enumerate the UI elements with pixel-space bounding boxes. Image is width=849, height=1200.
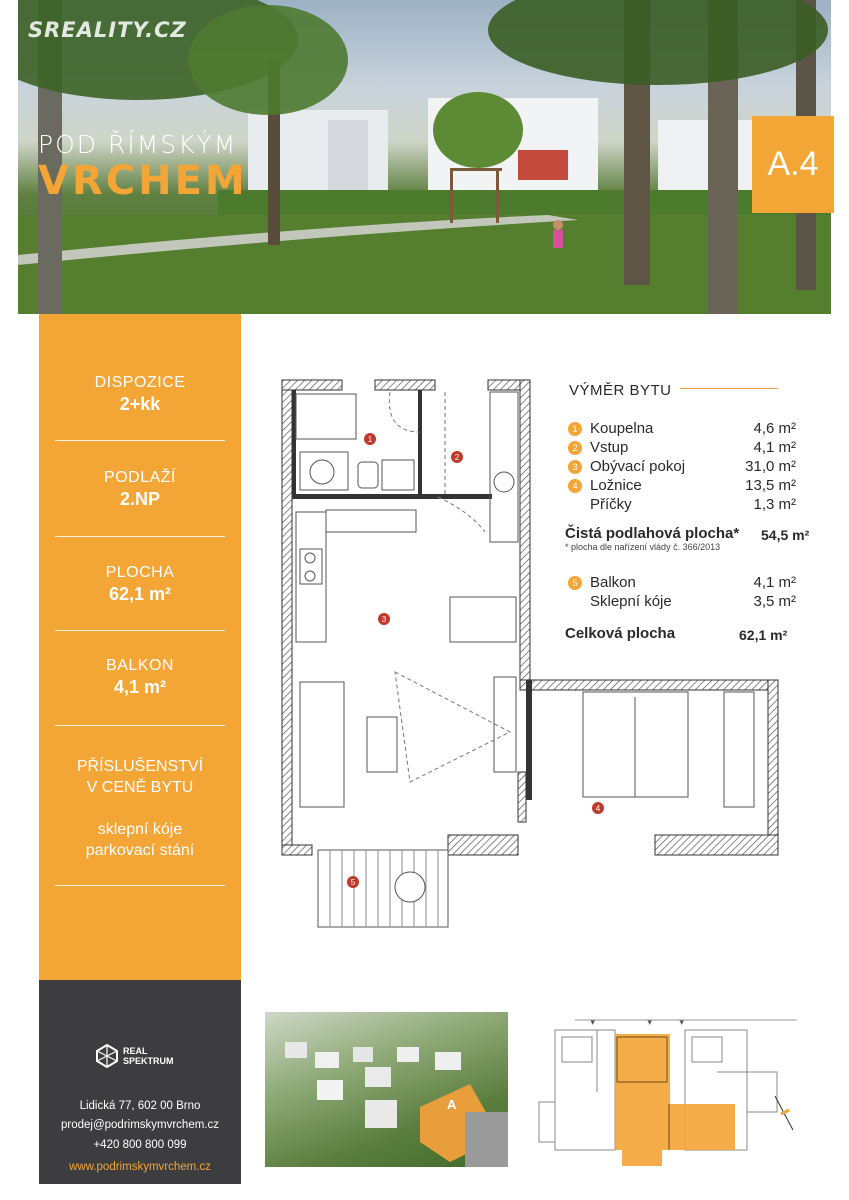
- room-name: Obývací pokoj: [590, 458, 686, 475]
- room-area: 4,6 m²: [753, 420, 796, 437]
- brand-line1: REAL: [123, 1046, 148, 1056]
- unit-highlight: [615, 1034, 735, 1166]
- plan-marker-label: 2: [454, 453, 460, 462]
- spec-dispozice: [39, 374, 241, 415]
- real-spektrum-logo: [95, 1044, 174, 1068]
- aerial-rendering: [265, 1012, 508, 1167]
- plan-marker-label: 5: [350, 878, 356, 887]
- hero-rendering: [18, 0, 831, 314]
- room-number-badge: 4: [568, 479, 582, 493]
- room-number-badge: 2: [568, 441, 582, 455]
- room-number-badge: 1: [568, 422, 582, 436]
- real-spektrum-icon: [95, 1044, 119, 1068]
- spec-plocha: [39, 564, 241, 605]
- svg-text:▼: ▼: [679, 1018, 685, 1026]
- divider: [55, 630, 225, 631]
- spec-label: BALKON: [106, 657, 174, 674]
- contact-address: Lidická 77, 602 00 Brno: [79, 1100, 201, 1112]
- spec-podlazi: [39, 469, 241, 510]
- net-area-value: 54,5 m²: [761, 527, 810, 543]
- contact-phone[interactable]: +420 800 800 099: [93, 1139, 187, 1151]
- room-name: Příčky: [590, 496, 632, 513]
- net-area-label: Čistá podlahová plocha*: [565, 525, 740, 542]
- spec-panel: [39, 314, 241, 980]
- accessories-item: sklepní kóje: [97, 821, 183, 838]
- room-area: 31,0 m²: [745, 458, 796, 475]
- accessories-title-2: V CENĚ BYTU: [86, 779, 194, 796]
- project-logo-line1: POD ŘÍMSKÝM: [38, 130, 238, 159]
- svg-text:▼: ▼: [590, 1018, 596, 1026]
- room-number-badge: 3: [568, 460, 582, 474]
- contact-email[interactable]: prodej@podrimskymvrchem.cz: [60, 1119, 220, 1131]
- divider: [55, 440, 225, 441]
- spec-value: 2+kk: [119, 394, 161, 414]
- watermark: SREALITY.CZ: [28, 18, 187, 42]
- building-label: A: [447, 1097, 457, 1112]
- room-name: Sklepní kóje: [590, 593, 672, 610]
- area-table-title: VÝMĚR BYTU: [569, 382, 672, 399]
- brand-line2: SPEKTRUM: [123, 1056, 174, 1066]
- spec-balkon: [39, 657, 241, 698]
- spec-value: 62,1 m²: [108, 584, 172, 604]
- unit-code-badge: A.4: [752, 116, 834, 213]
- spec-label: DISPOZICE: [94, 374, 186, 391]
- svg-text:▼: ▼: [647, 1018, 653, 1026]
- room-area: 3,5 m²: [753, 593, 796, 610]
- room-area: 13,5 m²: [745, 477, 796, 494]
- project-logo-line2: VRCHEM: [38, 158, 248, 204]
- accessories-item: parkovací stání: [85, 842, 195, 859]
- room-name: Vstup: [590, 439, 629, 456]
- net-area-note: * plocha dle nařízení vlády č. 366/2013: [565, 542, 721, 552]
- spec-value: 2.NP: [119, 489, 161, 509]
- spec-label: PODLAŽÍ: [104, 469, 176, 486]
- room-area: 4,1 m²: [753, 574, 796, 591]
- north-arrow: [775, 1096, 793, 1130]
- spec-value: 4,1 m²: [113, 677, 167, 697]
- accessories-title-1: PŘÍSLUŠENSTVÍ: [76, 758, 204, 775]
- plan-marker-label: 1: [367, 435, 373, 444]
- total-area-label: Celková plocha: [565, 625, 676, 642]
- room-area: 4,1 m²: [753, 439, 796, 456]
- aerial-scene: [265, 1012, 508, 1167]
- plan-marker-label: 3: [381, 615, 387, 624]
- divider: [55, 536, 225, 537]
- room-name: Koupelna: [590, 420, 654, 437]
- spec-label: PLOCHA: [105, 564, 175, 581]
- key-plan: [537, 1012, 817, 1172]
- contact-panel: [39, 980, 241, 1184]
- room-area: 1,3 m²: [753, 496, 796, 513]
- contact-web-link[interactable]: www.podrimskymvrchem.cz: [69, 1161, 211, 1173]
- room-name: Balkon: [590, 574, 636, 591]
- room-number-badge: 5: [568, 576, 582, 590]
- divider: [55, 725, 225, 726]
- total-area-value: 62,1 m²: [739, 627, 788, 643]
- plan-marker-label: 4: [595, 804, 601, 813]
- floor-plan: [270, 372, 790, 937]
- divider: [55, 885, 225, 886]
- room-name: Ložnice: [590, 477, 642, 494]
